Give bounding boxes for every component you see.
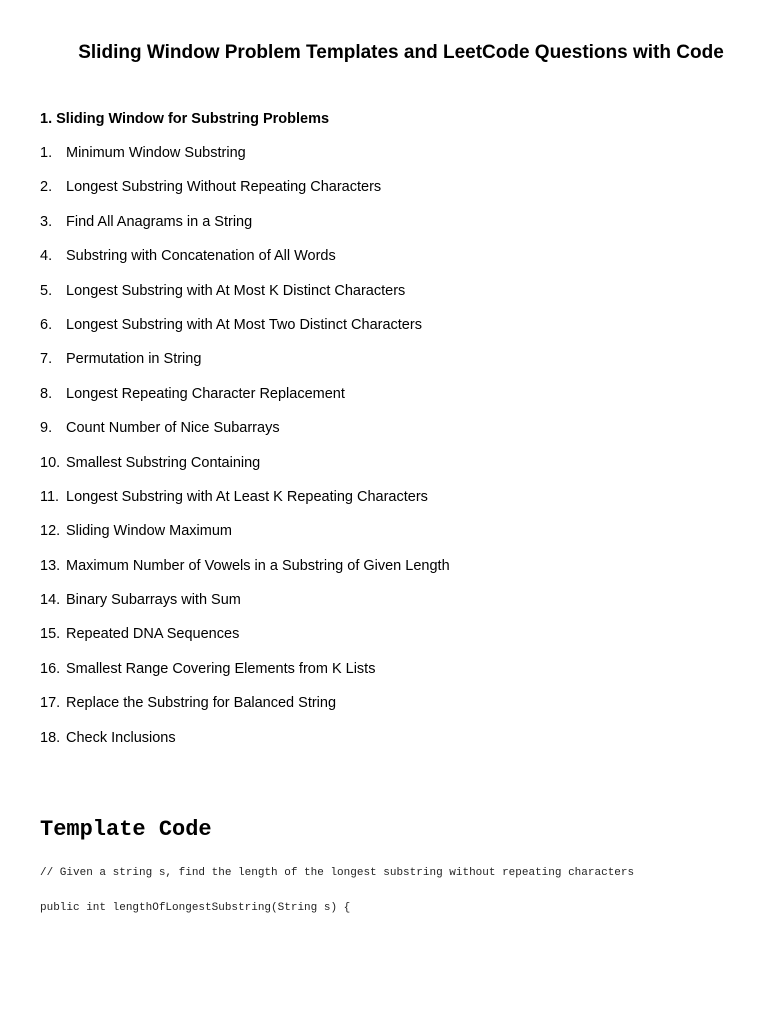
section-heading: 1. Sliding Window for Substring Problems xyxy=(40,111,330,127)
problem-list xyxy=(40,145,450,764)
list-item-label: Find All Anagrams in a String xyxy=(66,213,253,230)
list-item-label: Maximum Number of Vowels in a Substring of Given Length xyxy=(66,557,450,574)
list-item xyxy=(40,695,450,729)
list-item xyxy=(40,145,450,179)
list-item-number: 18. xyxy=(40,729,61,746)
list-item-number: 16. xyxy=(40,660,61,677)
list-item-number: 10. xyxy=(40,454,61,471)
list-item-number: 8. xyxy=(40,385,53,402)
list-item-label: Binary Subarrays with Sum xyxy=(66,592,241,609)
list-item xyxy=(40,283,450,317)
list-item xyxy=(40,558,450,592)
code-comment: // Given a string s, find the length of the longest substring without repeating characters xyxy=(40,867,635,879)
page-title: Sliding Window Problem Templates and LeetCode Questions with Code xyxy=(78,42,724,63)
list-item-label: Longest Substring with At Most K Distinct Characters xyxy=(66,282,406,299)
list-item-number: 2. xyxy=(40,179,53,196)
list-item xyxy=(40,248,450,282)
list-item-number: 11. xyxy=(40,488,60,505)
list-item-label: Longest Substring Without Repeating Characters xyxy=(66,179,382,196)
list-item-number: 13. xyxy=(40,557,61,574)
list-item-label: Permutation in String xyxy=(66,351,202,368)
list-item-number: 9. xyxy=(40,420,53,437)
list-item-label: Smallest Range Covering Elements from K Lists xyxy=(66,660,376,677)
list-item-label: Longest Substring with At Most Two Distinct Characters xyxy=(66,316,422,333)
list-item xyxy=(40,455,450,489)
template-code-heading: Template Code xyxy=(40,817,212,842)
list-item-label: Replace the Substring for Balanced String xyxy=(66,695,337,712)
list-item-label: Count Number of Nice Subarrays xyxy=(66,420,280,437)
list-item-label: Longest Substring with At Least K Repeating Characters xyxy=(66,488,428,505)
list-item xyxy=(40,351,450,385)
list-item-label: Sliding Window Maximum xyxy=(66,523,232,540)
list-item-number: 17. xyxy=(40,695,61,712)
list-item-number: 5. xyxy=(40,282,53,299)
list-item xyxy=(40,214,450,248)
code-signature: public int lengthOfLongestSubstring(String s) { xyxy=(40,902,351,914)
list-item-number: 3. xyxy=(40,213,53,230)
list-item xyxy=(40,489,450,523)
list-item-label: Minimum Window Substring xyxy=(66,145,246,161)
list-item-number: 4. xyxy=(40,248,53,265)
list-item xyxy=(40,420,450,454)
list-item xyxy=(40,661,450,695)
list-item xyxy=(40,626,450,660)
list-item-label: Repeated DNA Sequences xyxy=(66,626,240,643)
list-item-number: 1. xyxy=(40,145,53,161)
list-item xyxy=(40,523,450,557)
list-item-label: Substring with Concatenation of All Words xyxy=(66,248,336,265)
list-item-number: 7. xyxy=(40,351,53,368)
list-item xyxy=(40,730,450,764)
list-item-number: 12. xyxy=(40,523,61,540)
list-item xyxy=(40,592,450,626)
list-item-number: 6. xyxy=(40,316,53,333)
list-item-label: Smallest Substring Containing xyxy=(66,454,261,471)
list-item-label: Check Inclusions xyxy=(66,729,176,746)
list-item xyxy=(40,317,450,351)
list-item-number: 14. xyxy=(40,592,61,609)
list-item xyxy=(40,386,450,420)
list-item-label: Longest Repeating Character Replacement xyxy=(66,385,345,402)
list-item xyxy=(40,179,450,213)
list-item-number: 15. xyxy=(40,626,61,643)
